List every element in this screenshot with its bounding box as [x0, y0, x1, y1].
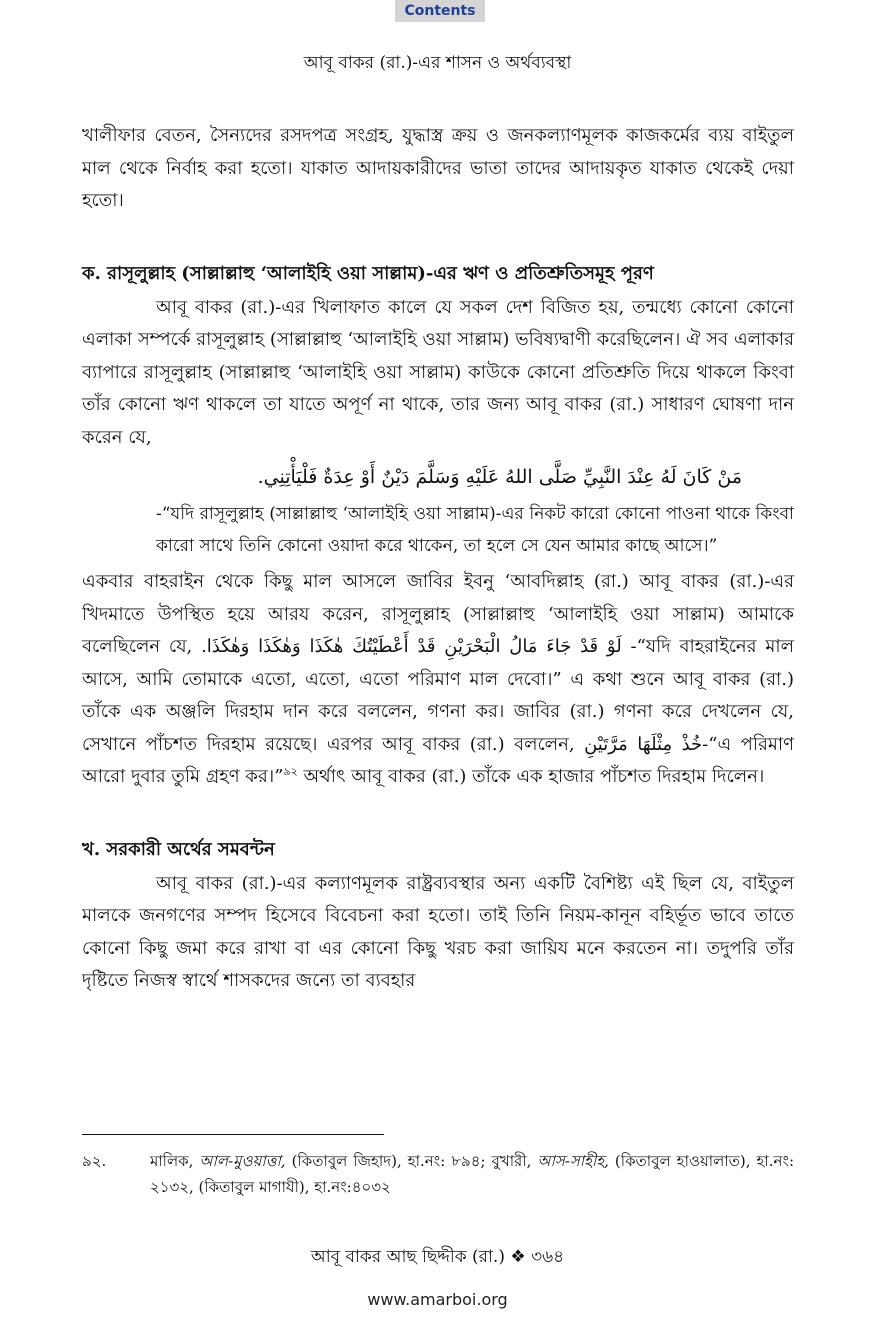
book-title-italic: আল-মুওয়াত্তা,: [199, 1152, 286, 1170]
separator-icon: ❖: [510, 1247, 526, 1267]
text-span: (কিতাবুল জিহাদ), হা.নং: ৮৯৪; বুখারী,: [285, 1152, 538, 1170]
section-kha: [82, 834, 794, 998]
site-footer: [0, 1290, 875, 1309]
footnote-divider: [82, 1134, 384, 1135]
book-title-italic: আস-সাহীহ,: [537, 1152, 609, 1170]
page-number: ৩৬৪: [531, 1247, 565, 1267]
paragraph-ka-1: আবূ বাকর (রা.)-এর খিলাফাত কালে যে সকল দেশ বিজিত হয়, তন্মধ্যে কোনো কোনো এলাকা সম্পর্কে রাসূলুল্লাহ (সাল্লাল্লাহু ‘আলাইহি ওয়া সাল্লাম) ভবিষ্যদ্বাণী করেছিলেন। ঐ সব এলাকার ব্যাপারে রাসূলুল্লাহ (সাল্লাল্লাহু ‘আলাইহি ওয়া সাল্লাম) কাউকে কোনো প্রতিশ্রুতি দিয়ে থাকলে কিংবা তাঁর কোনো ঋণ থাকলে তা যাতে অপূর্ণ না থাকে, তার জন্য আবূ বাকর (রা.) সাধারণ ঘোষণা দান করেন যে,: [82, 296, 794, 448]
footnote: [82, 1148, 794, 1200]
section-heading-ka: ক. রাসূলুল্লাহ (সাল্লাল্লাহু ‘আলাইহি ওয়া সাল্লাম)-এর ঋণ ও প্রতিশ্রুতিসমূহ পূরণ: [82, 262, 654, 284]
paragraph-kha-1: আবূ বাকর (রা.)-এর কল্যাণমূলক রাষ্ট্রব্যবস্থার অন্য একটি বৈশিষ্ট্য এই ছিল যে, বাইতুল মালকে জনগণের সম্পদ হিসেবে বিবেচনা করা হতো। তাই তিনি নিয়ম-কানূন বহির্ভূত ভাবে তাতে কোনো কিছু জমা করে রাখা বা এর কোনো কিছু খরচ করা জায়িয মনে করতেন না। তদুপরি তাঁর দৃষ্টিতে নিজস্ব স্বার্থে শাসকদের জন্যে তা ব্যবহার: [82, 872, 794, 991]
translation-quote: -“যদি রাসূলুল্লাহ (সাল্লাল্লাহু ‘আলাইহি ওয়া সাল্লাম)-এর নিকট কারো কোনো পাওনা থাকে কিংবা কারো সাথে তিনি কোনো ওয়াদা করে থাকেন, তা হলে সে যেন আমার কাছে আসে।”: [156, 504, 794, 556]
text-span: -“এ পরিমাণ আরো দুবার তুমি গ্রহণ কর।”: [82, 733, 794, 787]
section-heading-kha: খ. সরকারী অর্থের সমবন্টন: [82, 838, 275, 860]
text-span: -“যদি বাহরাইনের মাল আসে, আমি তোমাকে এতো, এতো, এতো পরিমাণ মাল দেবো।” এ কথা শুনে আবূ বাকর (রা.) তাঁকে এক অঞ্জলি দিরহাম দান করে বললেন, গণনা কর। জাবির (রা.) গণনা করে দেখলেন যে, সেখানে পাঁচশত দিরহাম রয়েছে। এরপর আবূ বাকর (রা.) বললেন,: [82, 636, 794, 755]
paragraph-ka-2: [82, 566, 794, 794]
footnote-number: ৯২.: [82, 1152, 107, 1170]
footnote-text: [150, 1148, 794, 1200]
text-span: একবার বাহরাইন থেকে কিছু মাল আসলে জাবির ইবনু ‘আবদিল্লাহ (রা.) আবূ বাকর (রা.)-এর খিদমাতে উপস্থিত হয়ে আরয করেন, রাসূলুল্লাহ (সাল্লাল্লাহু ‘আলাইহি ওয়া সাল্লাম) আমাকে বলেছিলেন যে,: [82, 571, 794, 657]
section-ka: [82, 258, 794, 794]
arabic-inline: لَوْ قَدْ جَاءَ مَالُ الْبَحْرَيْنِ قَدْ أَعْطَيْتُكَ هٰكَذَا وَهٰكَذَا وَهٰكَذَا.: [201, 636, 622, 657]
footnote-ref[interactable]: ৯২: [283, 765, 298, 778]
running-head: আবূ বাকর (রা.)-এর শাসন ও অর্থব্যবস্থা: [303, 53, 572, 73]
site-link[interactable]: www.amarboi.org: [367, 1290, 508, 1309]
text-span: অর্থাৎ আবূ বাকর (রা.) তাঁকে এক হাজার পাঁচশত দিরহাম দিলেন।: [297, 766, 765, 787]
arabic-quote: مَنْ كَانَ لَهُ عِنْدَ النَّبِيِّ صَلَّى اللهُ عَلَيْهِ وَسَلَّمَ دَيْنٌ أَوْ عِدَةٌ فَلْيَأْتِنِي.: [257, 466, 742, 488]
contents-button[interactable]: Contents: [395, 0, 485, 22]
arabic-inline: خُذْ مِثْلَهَا مَرَّتَيْنِ: [584, 733, 703, 755]
page-footer: [0, 1244, 875, 1272]
footer-book-title: আবূ বাকর আছ ছিদ্দীক (রা.): [310, 1247, 505, 1267]
text-span: (কিতাবুল হাওয়ালাত), হা.নং: ২১৩২, (কিতাবুল মাগাযী), হা.নং:৪০৩২: [150, 1152, 795, 1196]
page-body: [82, 120, 794, 998]
text-span: মালিক,: [150, 1152, 200, 1170]
paragraph-intro: খালীফার বেতন, সৈন্যদের রসদপত্র সংগ্রহ, যুদ্ধাস্ত্র ক্রয় ও জনকল্যাণমূলক কাজকর্মের ব্যয় বাইতুল মাল থেকে নির্বাহ করা হতো। যাকাত আদায়কারীদের ভাতা তাদের আদায়কৃত যাকাত থেকেই দেয়া হতো।: [82, 125, 794, 211]
